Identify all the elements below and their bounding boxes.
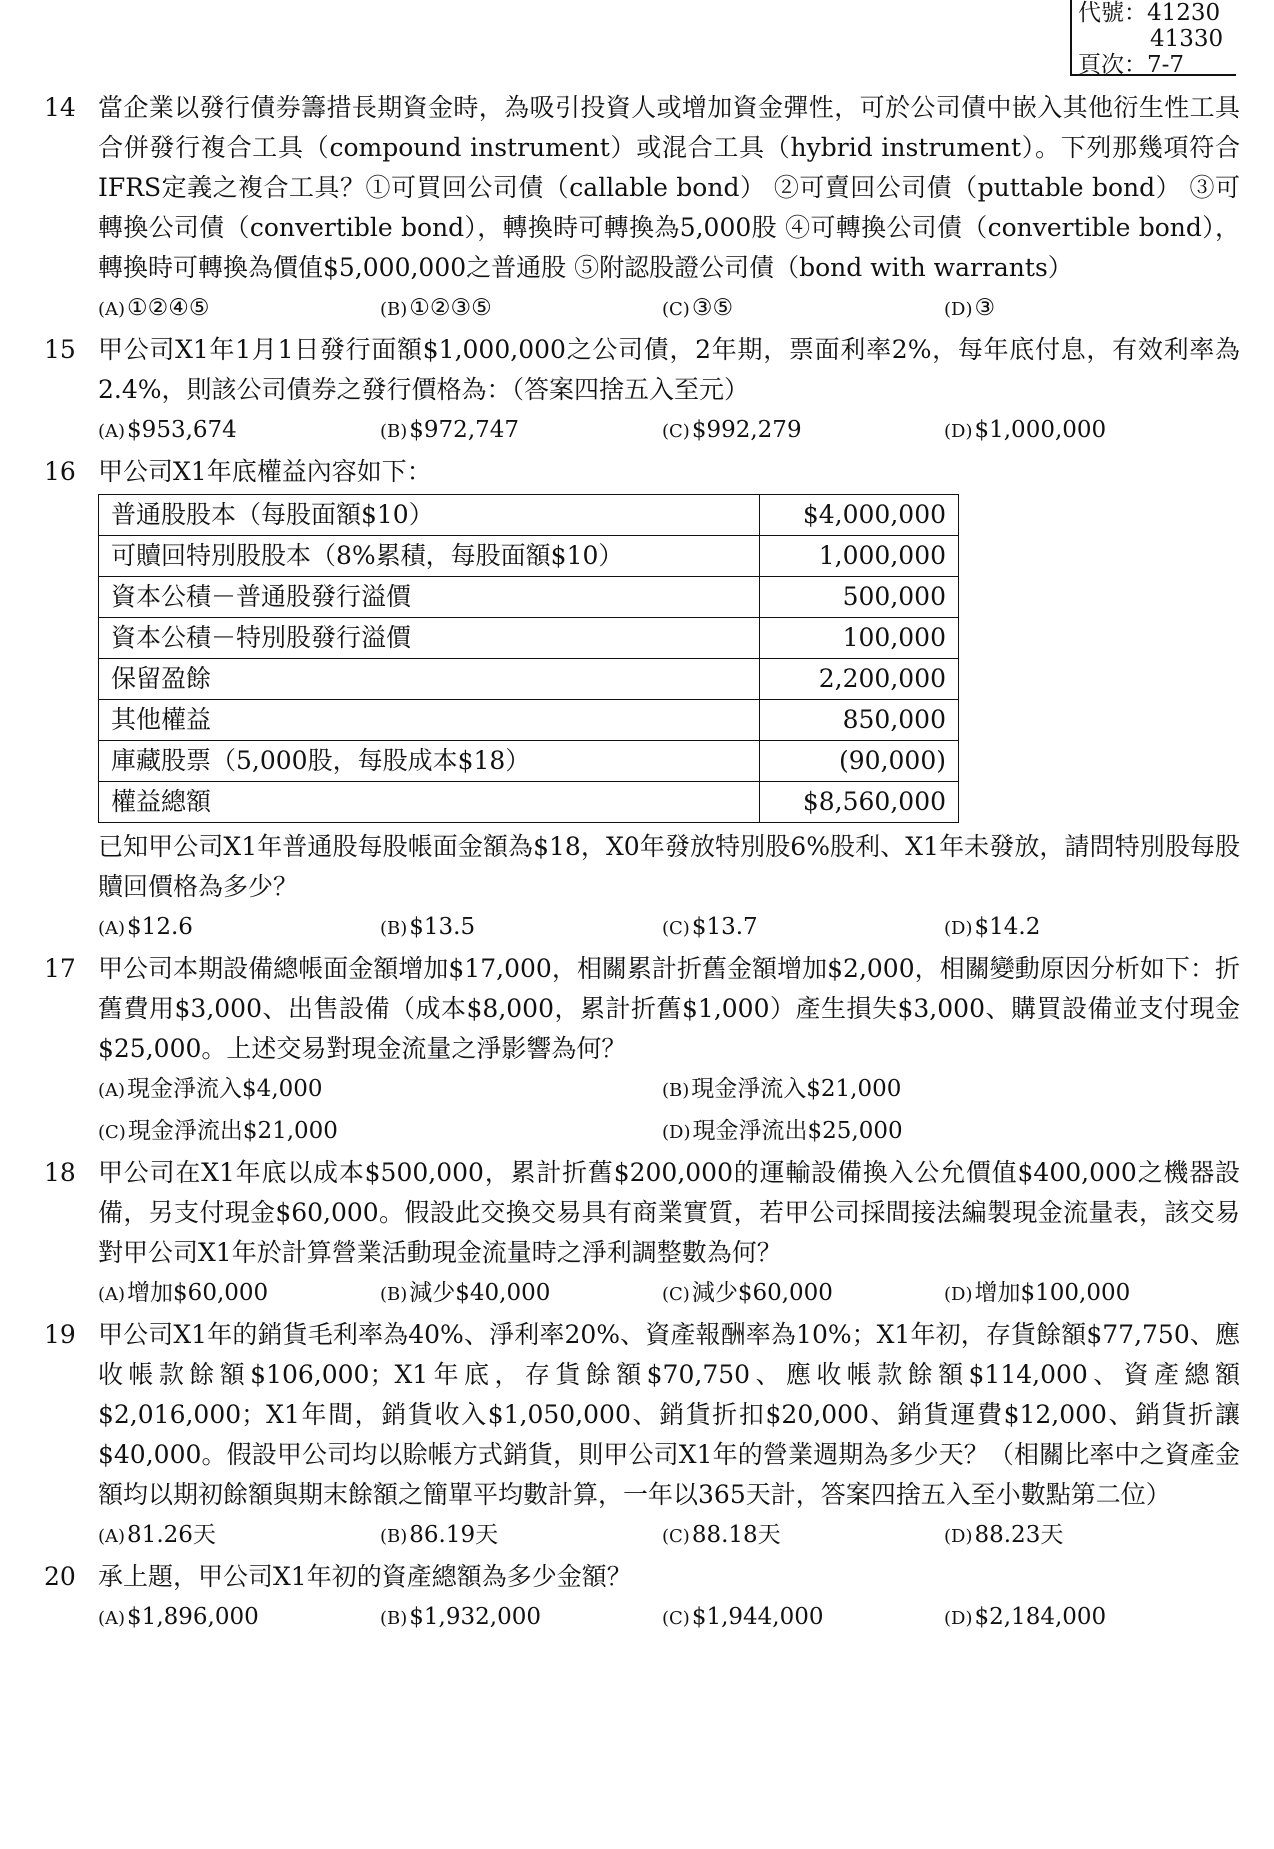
page-number: 頁次：7-7 bbox=[1078, 52, 1185, 78]
option-a: (A)①②④⑤ bbox=[98, 295, 210, 321]
question-intro: 甲公司X1年底權益內容如下： bbox=[98, 457, 432, 486]
options bbox=[98, 907, 1240, 949]
option-b: (B)$972,747 bbox=[380, 417, 520, 443]
table-row: 權益總額 $8,560,000 bbox=[99, 782, 959, 823]
option-c: (C)③⑤ bbox=[662, 295, 734, 321]
option-d: (D)增加$100,000 bbox=[944, 1280, 1131, 1306]
question-18 bbox=[44, 1153, 1240, 1315]
table-row: 資本公積－特別股發行溢價 100,000 bbox=[99, 618, 959, 659]
option-c: (C)$13.7 bbox=[662, 914, 758, 940]
table-row: 庫藏股票（5,000股，每股成本$18） (90,000) bbox=[99, 741, 959, 782]
question-text: 甲公司X1年1月1日發行面額$1,000,000之公司債，2年期，票面利率2%，每年底付息，有效利率為2.4%，則該公司債券之發行價格為：（答案四捨五入至元） bbox=[98, 335, 1240, 404]
option-c: (C)現金淨流出$21,000 bbox=[98, 1118, 338, 1144]
option-c: (C)$992,279 bbox=[662, 417, 802, 443]
exam-code-box bbox=[1070, 0, 1236, 76]
table-row: 普通股股本（每股面額$10） $4,000,000 bbox=[99, 495, 959, 536]
option-b: (B)現金淨流入$21,000 bbox=[662, 1076, 902, 1102]
option-c: (C)減少$60,000 bbox=[662, 1280, 833, 1306]
option-d: (D)88.23天 bbox=[944, 1522, 1064, 1548]
question-text: 甲公司X1年的銷貨毛利率為40%、淨利率20%、資產報酬率為10%；X1年初，存貨餘額$77,750、應收帳款餘額$106,000；X1年底，存貨餘額$70,750、應收帳款餘額$114,000、資產總額$2,016,000；X1年間，銷貨收入$1,050,000、銷貨折扣$20,000、銷貨運費$12,000、銷貨折讓$40,000。假設甲公司均以賒帳方式銷貨，則甲公司X1年的營業週期為多少天？（相關比率中之資產金額均以期初餘額與期末餘額之簡單平均數計算，一年以365天計，答案四捨五入至小數點第二位） bbox=[98, 1320, 1240, 1509]
option-b: (B)$1,932,000 bbox=[380, 1604, 541, 1630]
option-b: (B)①②③⑤ bbox=[380, 295, 492, 321]
question-text: 當企業以發行債券籌措長期資金時，為吸引投資人或增加資金彈性，可於公司債中嵌入其他衍生性工具合併發行複合工具（compound instrument）或混合工具（hybrid instrument）。下列那幾項符合IFRS定義之複合工具？①可買回公司債（callable bond） ②可賣回公司債（puttable bond） ③可轉換公司債（convertible bond），轉換時可轉換為5,000股 ④可轉換公司債（convertible bond），轉換時可轉換為價值$5,000,000之普通股 ⑤附認股證公司債（bond with warrants） bbox=[98, 93, 1240, 282]
option-a: (A)$1,896,000 bbox=[98, 1604, 259, 1630]
question-text: 承上題，甲公司X1年初的資產總額為多少金額？ bbox=[98, 1562, 632, 1591]
options bbox=[98, 288, 1240, 330]
exam-page bbox=[44, 88, 1240, 1639]
question-16 bbox=[44, 452, 1240, 949]
question-number: 15 bbox=[44, 335, 76, 364]
option-c: (C)88.18天 bbox=[662, 1522, 781, 1548]
question-text: 甲公司在X1年底以成本$500,000，累計折舊$200,000的運輸設備換入公允價值$400,000之機器設備，另支付現金$60,000。假設此交換交易具有商業實質，若甲公司採間接法編製現金流量表，該交易對甲公司X1年於計算營業活動現金流量時之淨利調整數為何？ bbox=[98, 1158, 1240, 1267]
option-a: (A)現金淨流入$4,000 bbox=[98, 1076, 323, 1102]
option-d: (D)$2,184,000 bbox=[944, 1604, 1107, 1630]
question-14 bbox=[44, 88, 1240, 330]
question-17 bbox=[44, 949, 1240, 1153]
option-a: (A)81.26天 bbox=[98, 1522, 216, 1548]
option-b: (B)86.19天 bbox=[380, 1522, 499, 1548]
question-text: 甲公司本期設備總帳面金額增加$17,000，相關累計折舊金額增加$2,000，相關變動原因分析如下：折舊費用$3,000、出售設備（成本$8,000，累計折舊$1,000）產生損失$3,000、購買設備並支付現金$25,000。上述交易對現金流量之淨影響為何？ bbox=[98, 954, 1240, 1063]
equity-table bbox=[98, 494, 959, 823]
option-b: (B)$13.5 bbox=[380, 914, 476, 940]
exam-code-line1: 代號：41230 bbox=[1078, 0, 1221, 26]
option-a: (A)$953,674 bbox=[98, 417, 237, 443]
option-b: (B)減少$40,000 bbox=[380, 1280, 551, 1306]
question-number: 18 bbox=[44, 1158, 76, 1187]
option-c: (C)$1,944,000 bbox=[662, 1604, 824, 1630]
question-text: 已知甲公司X1年普通股每股帳面金額為$18，X0年發放特別股6%股利、X1年未發放，請問特別股每股贖回價格為多少？ bbox=[98, 832, 1240, 901]
question-number: 20 bbox=[44, 1562, 76, 1591]
option-a: (A)$12.6 bbox=[98, 914, 193, 940]
option-d: (D)現金淨流出$25,000 bbox=[662, 1118, 903, 1144]
question-19 bbox=[44, 1315, 1240, 1557]
options bbox=[98, 1273, 1240, 1315]
option-d: (D)$1,000,000 bbox=[944, 417, 1107, 443]
question-number: 17 bbox=[44, 954, 76, 983]
table-row: 資本公積－普通股發行溢價 500,000 bbox=[99, 577, 959, 618]
option-d: (D)③ bbox=[944, 295, 996, 321]
options bbox=[98, 1597, 1240, 1639]
question-number: 19 bbox=[44, 1320, 76, 1349]
question-number: 14 bbox=[44, 93, 76, 122]
options bbox=[98, 1111, 1240, 1153]
question-20 bbox=[44, 1557, 1240, 1639]
options bbox=[98, 1069, 1240, 1111]
option-d: (D)$14.2 bbox=[944, 914, 1041, 940]
table-row: 可贖回特別股股本（8%累積，每股面額$10） 1,000,000 bbox=[99, 536, 959, 577]
table-row: 其他權益 850,000 bbox=[99, 700, 959, 741]
question-15 bbox=[44, 330, 1240, 452]
question-number: 16 bbox=[44, 457, 76, 486]
table-row: 保留盈餘 2,200,000 bbox=[99, 659, 959, 700]
options bbox=[98, 410, 1240, 452]
options bbox=[98, 1515, 1240, 1557]
option-a: (A)增加$60,000 bbox=[98, 1280, 269, 1306]
exam-code-line2: 41330 bbox=[1150, 26, 1224, 52]
